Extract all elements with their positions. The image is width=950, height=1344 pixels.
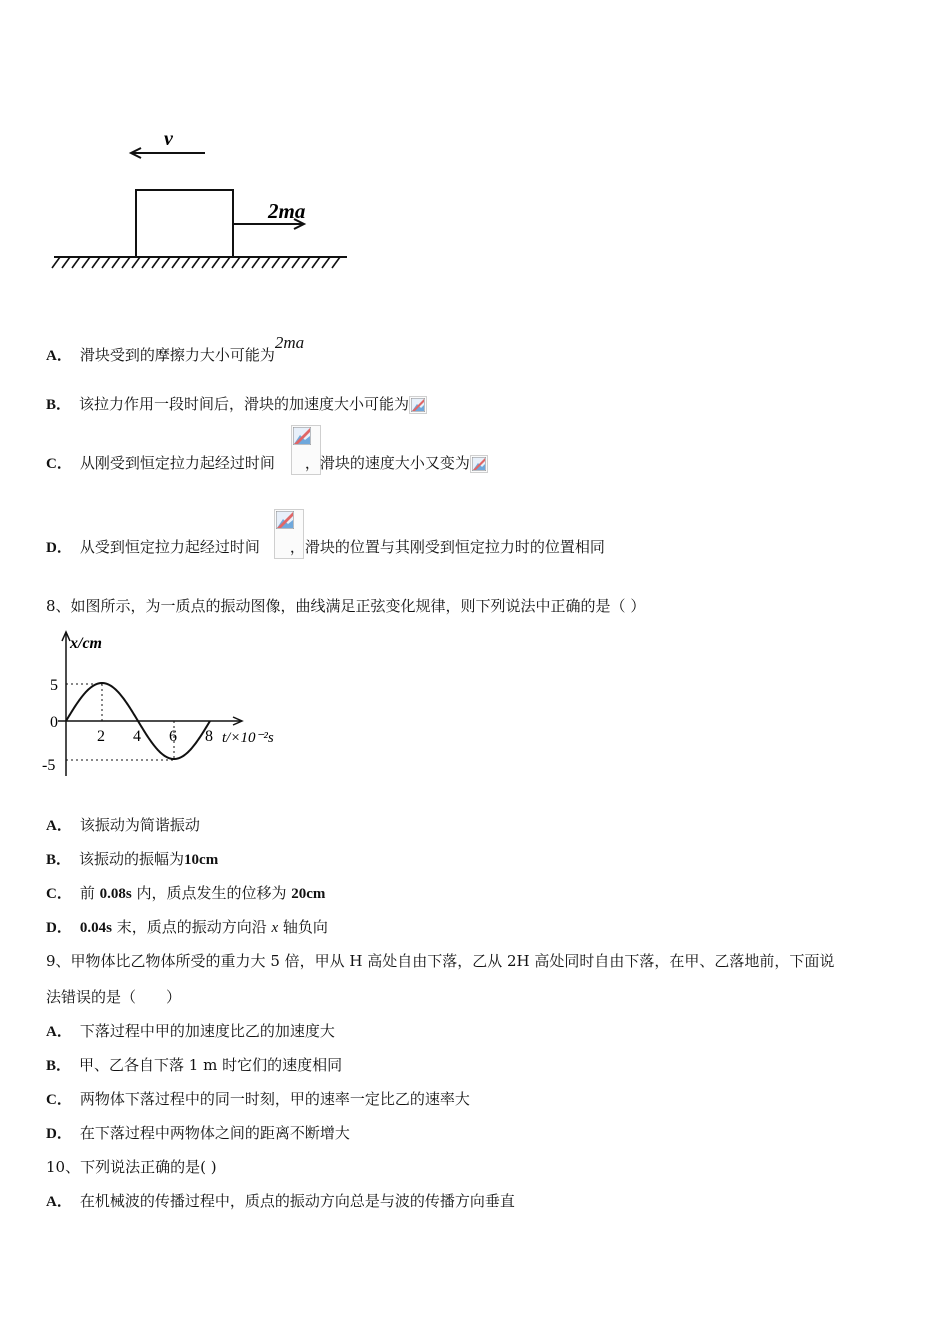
hatch-stroke: [272, 257, 280, 268]
hatch-stroke: [72, 257, 80, 268]
option-text: 甲、乙各自下落 1 m 时它们的速度相同: [79, 1056, 343, 1074]
option-letter: C．: [46, 886, 72, 902]
option-text: 在下落过程中两物体之间的距离不断增大: [79, 1124, 350, 1142]
q8-stem: 8、如图所示，为一质点的振动图像，曲线满足正弦变化规律，则下列说法中正确的是（ ）: [46, 597, 646, 615]
y-tick-0: 0: [50, 714, 58, 731]
option-value: 0.08s: [99, 886, 132, 902]
option-text: 该振动的振幅为: [79, 850, 185, 868]
hatch-stroke: [142, 257, 150, 268]
q9-option-d: [46, 1123, 350, 1144]
hatch-stroke: [302, 257, 310, 268]
block-on-ground-figure: [40, 120, 360, 280]
q7-option-b: [46, 394, 427, 415]
option-letter: C．: [46, 456, 72, 472]
x-tick-6: 6: [169, 728, 177, 745]
option-value-2: 20cm: [291, 886, 326, 902]
option-letter: C．: [46, 1092, 72, 1108]
q10-option-a: [46, 1191, 515, 1212]
q9-stem-line-2: 法错误的是（ ）: [46, 988, 182, 1006]
y-tick-neg5: -5: [42, 757, 56, 774]
option-letter: A．: [46, 1194, 72, 1210]
hatch-stroke: [152, 257, 160, 268]
hatch-stroke: [132, 257, 140, 268]
option-letter: A．: [46, 1024, 72, 1040]
hatch-stroke: [92, 257, 100, 268]
hatch-stroke: [202, 257, 210, 268]
q8-option-b: [46, 849, 218, 870]
option-text: 两物体下落过程中的同一时刻，甲的速率一定比乙的速率大: [79, 1090, 470, 1108]
option-letter: B．: [46, 852, 72, 868]
option-text: 该拉力作用一段时间后，滑块的加速度大小可能为: [79, 395, 410, 413]
y-axis-label: x/cm: [70, 635, 102, 652]
q8-option-c: [46, 883, 325, 904]
option-letter: B．: [46, 1058, 72, 1074]
hatch-stroke: [162, 257, 170, 268]
hatch-stroke: [172, 257, 180, 268]
option-letter: A．: [46, 348, 72, 364]
option-letter: D．: [46, 920, 72, 936]
option-text-2: ，滑块的速度大小又变为: [304, 454, 470, 472]
q10-stem: 10、下列说法正确的是( ): [46, 1158, 217, 1176]
option-text-2: ，滑块的位置与其刚受到恒定拉力时的位置相同: [289, 538, 605, 556]
option-text: 该振动为简谐振动: [79, 816, 200, 834]
option-letter: D．: [46, 540, 72, 556]
option-text: 下落过程中甲的加速度比乙的加速度大: [79, 1022, 335, 1040]
hatch-stroke: [332, 257, 340, 268]
hatch-stroke: [82, 257, 90, 268]
option-text-2: 轴负向: [278, 918, 328, 936]
vibration-graph: [36, 628, 296, 778]
option-letter: B．: [46, 397, 72, 413]
option-text: 内，质点发生的位移为: [131, 884, 292, 902]
option-axis: x: [271, 920, 279, 936]
ground-hatching: [52, 257, 340, 268]
q8-option-d: [46, 917, 328, 938]
hatch-stroke: [52, 257, 60, 268]
hatch-stroke: [232, 257, 240, 268]
option-value: 0.04s: [79, 920, 112, 936]
option-text: 从受到恒定拉力起经过时间: [79, 538, 260, 556]
q9-option-c: [46, 1089, 470, 1110]
hatch-stroke: [192, 257, 200, 268]
broken-image-icon: [470, 455, 488, 473]
q7-option-a: [46, 333, 305, 366]
hatch-stroke: [242, 257, 250, 268]
x-axis-label: t/×10⁻²s: [222, 730, 274, 746]
hatch-stroke: [322, 257, 330, 268]
hatch-stroke: [112, 257, 120, 268]
option-text: 滑块受到的摩擦力大小可能为: [79, 346, 275, 364]
option-text: 在机械波的传播过程中，质点的振动方向总是与波的传播方向垂直: [79, 1192, 515, 1210]
velocity-label: v: [164, 128, 173, 150]
hatch-stroke: [182, 257, 190, 268]
hatch-stroke: [102, 257, 110, 268]
q8-option-a: [46, 815, 200, 836]
option-text: 从刚受到恒定拉力起经过时间: [79, 454, 275, 472]
hatch-stroke: [62, 257, 70, 268]
hatch-stroke: [312, 257, 320, 268]
x-tick-2: 2: [97, 728, 105, 745]
broken-image-icon: [409, 396, 427, 414]
q9-option-b: [46, 1055, 342, 1076]
option-value: 10cm: [184, 852, 219, 868]
block: [136, 190, 233, 257]
hatch-stroke: [252, 257, 260, 268]
option-text: 末，质点的振动方向沿: [111, 918, 272, 936]
hatch-stroke: [292, 257, 300, 268]
hatch-stroke: [122, 257, 130, 268]
hatch-stroke: [282, 257, 290, 268]
option-letter: A．: [46, 818, 72, 834]
y-tick-5: 5: [50, 677, 58, 694]
q9-stem-line-1: 9、甲物体比乙物体所受的重力大 5 倍，甲从 H 高处自由下落，乙从 2H 高处同时自由下落，在甲、乙落地前，下面说: [46, 952, 835, 970]
hatch-stroke: [262, 257, 270, 268]
option-letter: D．: [46, 1126, 72, 1142]
q7-option-d: [46, 537, 605, 558]
q9-option-a: [46, 1021, 335, 1042]
hatch-stroke: [222, 257, 230, 268]
x-tick-4: 4: [133, 728, 141, 745]
x-tick-8: 8: [205, 728, 213, 745]
hatch-stroke: [212, 257, 220, 268]
force-label: 2ma: [268, 199, 306, 223]
formula-2ma: 2ma: [274, 333, 305, 352]
option-pre: 前: [79, 884, 100, 902]
q7-option-c: [46, 453, 488, 474]
